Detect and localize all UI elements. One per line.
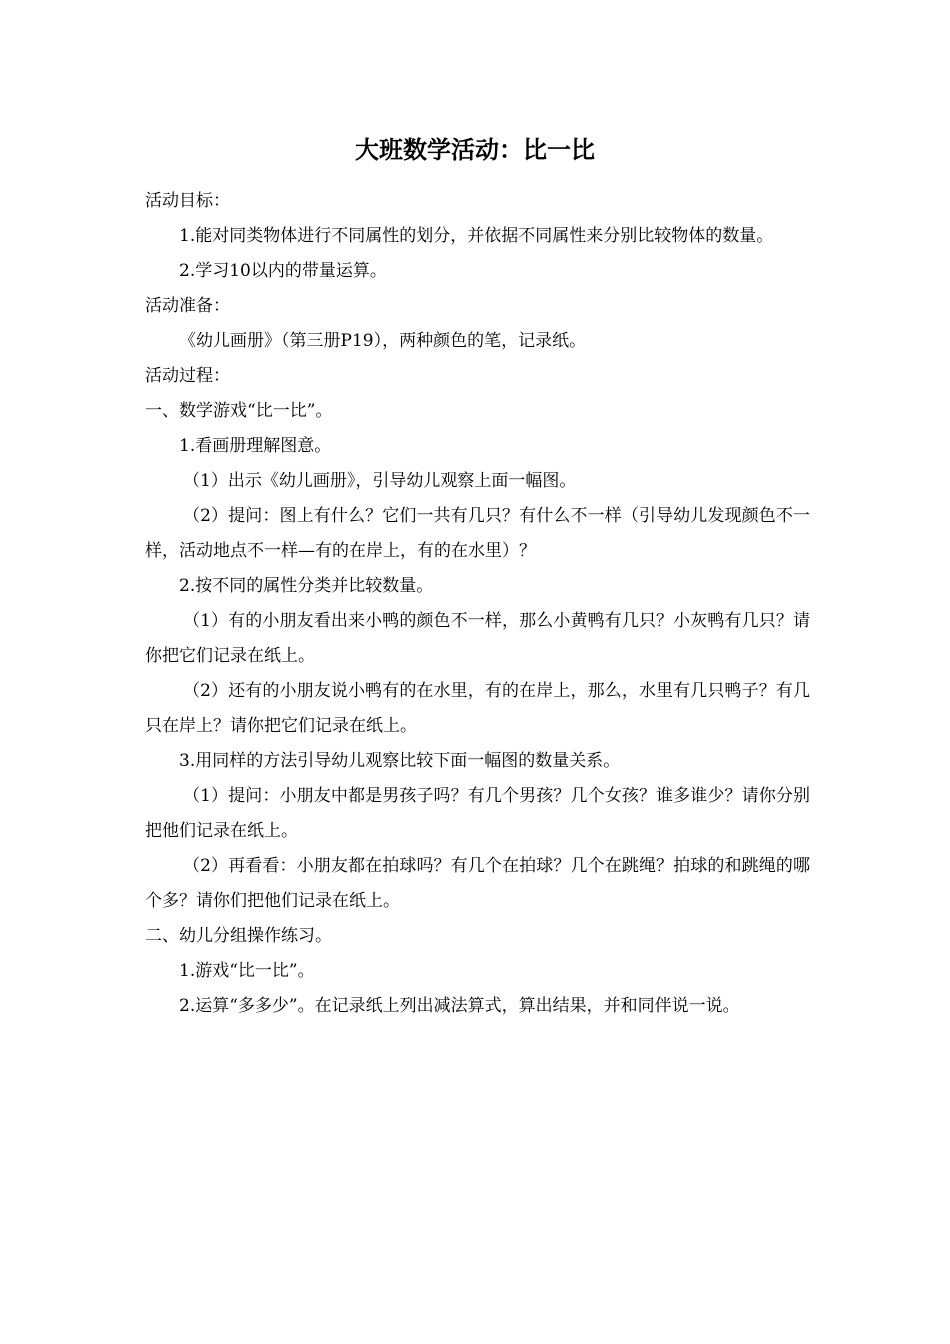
paragraph: 2.运算“多多少”。在记录纸上列出减法算式，算出结果，并和同伴说一说。 — [179, 996, 740, 1016]
paragraph: 3.用同样的方法引导幼儿观察比较下面一幅图的数量关系。 — [179, 751, 621, 771]
paragraph: （1）出示《幼儿画册》，引导幼儿观察上面一幅图。 — [183, 471, 577, 491]
section-heading: 二、幼儿分组操作练习。 — [145, 926, 332, 946]
section-heading: 活动过程： — [145, 366, 230, 386]
paragraph: （1）有的小朋友看出来小鸭的颜色不一样，那么小黄鸭有几只？小灰鸭有几只？请你把它们记录在纸上。 — [145, 611, 810, 666]
paragraph: （2）还有的小朋友说小鸭有的在水里，有的在岸上，那么，水里有几只鸭子？有几只在岸上？请你把它们记录在纸上。 — [145, 681, 810, 736]
paragraph: 1.看画册理解图意。 — [179, 436, 332, 456]
paragraph: 1.能对同类物体进行不同属性的划分，并依据不同属性来分别比较物体的数量。 — [179, 226, 774, 246]
paragraph: 1.游戏“比一比”。 — [179, 961, 315, 981]
section-heading: 活动目标： — [145, 191, 230, 211]
paragraph: （2）再看看：小朋友都在拍球吗？有几个在拍球？几个在跳绳？拍球的和跳绳的哪个多？请你们把他们记录在纸上。 — [145, 856, 810, 911]
paragraph: （2）提问：图上有什么？它们一共有几只？有什么不一样（引导幼儿发现颜色不一样，活动地点不一样—有的在岸上，有的在水里）？ — [145, 506, 810, 561]
section-heading: 一、数学游戏“比一比”。 — [145, 401, 333, 421]
paragraph: 2.按不同的属性分类并比较数量。 — [179, 576, 434, 596]
document-body — [145, 184, 810, 1024]
paragraph: 2.学习10以内的带量运算。 — [179, 261, 387, 281]
paragraph: 《幼儿画册》（第三册P19），两种颜色的笔，记录纸。 — [179, 331, 587, 351]
section-heading: 活动准备： — [145, 296, 230, 316]
paragraph: （1）提问：小朋友中都是男孩子吗？有几个男孩？几个女孩？谁多谁少？请你分别把他们记录在纸上。 — [145, 786, 810, 841]
page-title: 大班数学活动：比一比 — [355, 136, 595, 164]
